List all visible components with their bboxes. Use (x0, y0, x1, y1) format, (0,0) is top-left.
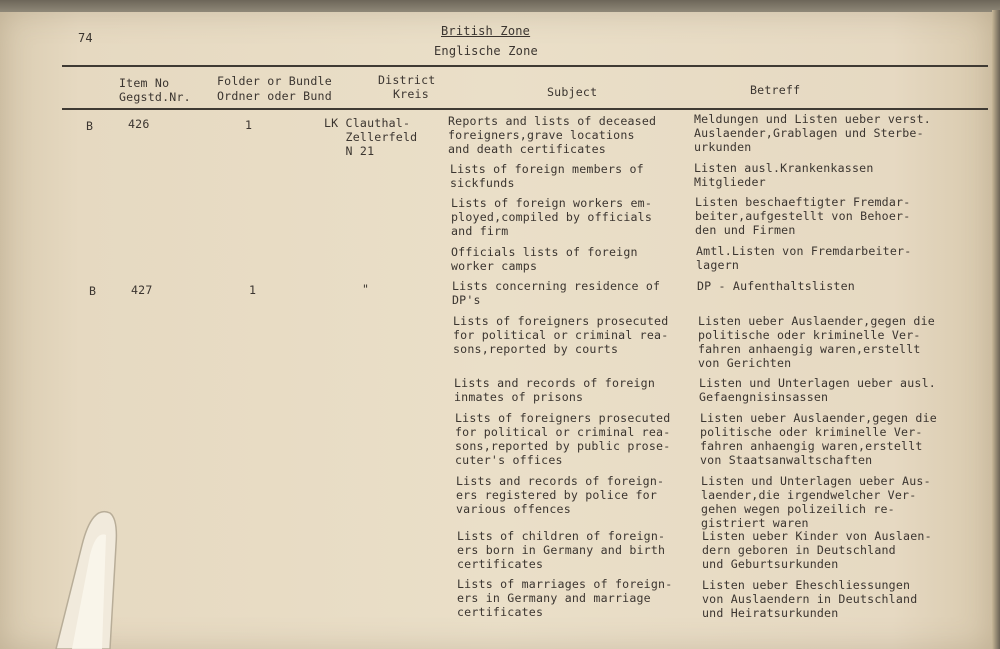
row-betreff: DP - Aufenthaltslisten (697, 279, 855, 293)
row-district: " (362, 282, 370, 296)
row-subject: Lists concerning residence of DP's (452, 279, 661, 307)
row-folder: 1 (249, 283, 257, 297)
row-betreff: Meldungen und Listen ueber verst. Auslaender,Grablagen und Sterbe- urkunden (694, 112, 931, 154)
row-subject: Lists of foreign workers em- ployed,compiled by officials and firm (451, 196, 653, 238)
page-edge (992, 10, 1000, 649)
header-top-rule (62, 65, 988, 67)
document-page (0, 12, 992, 649)
row-subject: Lists and records of foreign inmates of prisons (454, 376, 656, 404)
header-folder: Folder or Bundle (217, 74, 332, 88)
row-subject: Lists of children of foreign- ers born in Germany and birth certificates (457, 529, 666, 571)
row-betreff: Listen ueber Auslaender,gegen die politische oder kriminelle Ver- fahren anhaengig waren,erstellt von Staatsanwaltschaften (700, 411, 937, 467)
row-subject: Officials lists of foreign worker camps (451, 245, 638, 273)
row-betreff: Listen ausl.Krankenkassen Mitglieder (694, 161, 874, 189)
row-subject: Lists of foreigners prosecuted for political or criminal rea- sons,reported by public prose- cuter's offices (455, 411, 671, 467)
row-series: B (89, 284, 97, 298)
scan-top-band (0, 0, 1000, 12)
row-subject: Lists of foreigners prosecuted for political or criminal rea- sons,reported by courts (453, 314, 669, 356)
header-item: Item No (119, 76, 170, 90)
header-betreff: Betreff (750, 83, 801, 97)
row-series: B (86, 119, 94, 133)
header-item-de: Gegstd.Nr. (119, 90, 191, 104)
page-title: British Zone (441, 24, 531, 38)
row-betreff: Listen und Unterlagen ueber ausl. Gefaengnisinsassen (699, 376, 936, 404)
row-betreff: Amtl.Listen von Fremdarbeiter- lagern (696, 244, 912, 272)
row-betreff: Listen und Unterlagen ueber Aus- laender,die irgendwelcher Ver- gehen wegen polizeilich re- gistriert waren (701, 474, 931, 530)
row-item: 426 (128, 117, 150, 131)
header-district: District (378, 73, 436, 87)
row-folder: 1 (245, 118, 253, 132)
row-betreff: Listen ueber Eheschliessungen von Auslaendern in Deutschland und Heiratsurkunden (702, 578, 918, 620)
page-subtitle: Englische Zone (434, 44, 538, 58)
row-subject: Lists of foreign members of sickfunds (450, 162, 644, 190)
row-subject: Lists of marriages of foreign- ers in Germany and marriage certificates (457, 577, 673, 619)
header-district-de: Kreis (393, 87, 429, 101)
header-folder-de: Ordner oder Bund (217, 89, 332, 103)
row-betreff: Listen ueber Auslaender,gegen die politische oder kriminelle Ver- fahren anhaengig waren,erstellt von Gerichten (698, 314, 935, 370)
row-subject: Reports and lists of deceased foreigners,grave locations and death certificates (448, 114, 657, 156)
header-subject: Subject (547, 85, 598, 99)
row-betreff: Listen ueber Kinder von Auslaen- dern geboren in Deutschland und Geburtsurkunden (702, 529, 932, 571)
paper-clip-shadow (52, 505, 122, 649)
row-item: 427 (131, 283, 153, 297)
row-betreff: Listen beschaeftigter Fremdar- beiter,aufgestellt von Behoer- den und Firmen (695, 195, 911, 237)
page-number: 74 (78, 31, 93, 45)
row-district: LK Clauthal- Zellerfeld N 21 (324, 116, 418, 158)
header-bottom-rule (62, 108, 988, 110)
row-subject: Lists and records of foreign- ers registered by police for various offences (456, 474, 665, 516)
